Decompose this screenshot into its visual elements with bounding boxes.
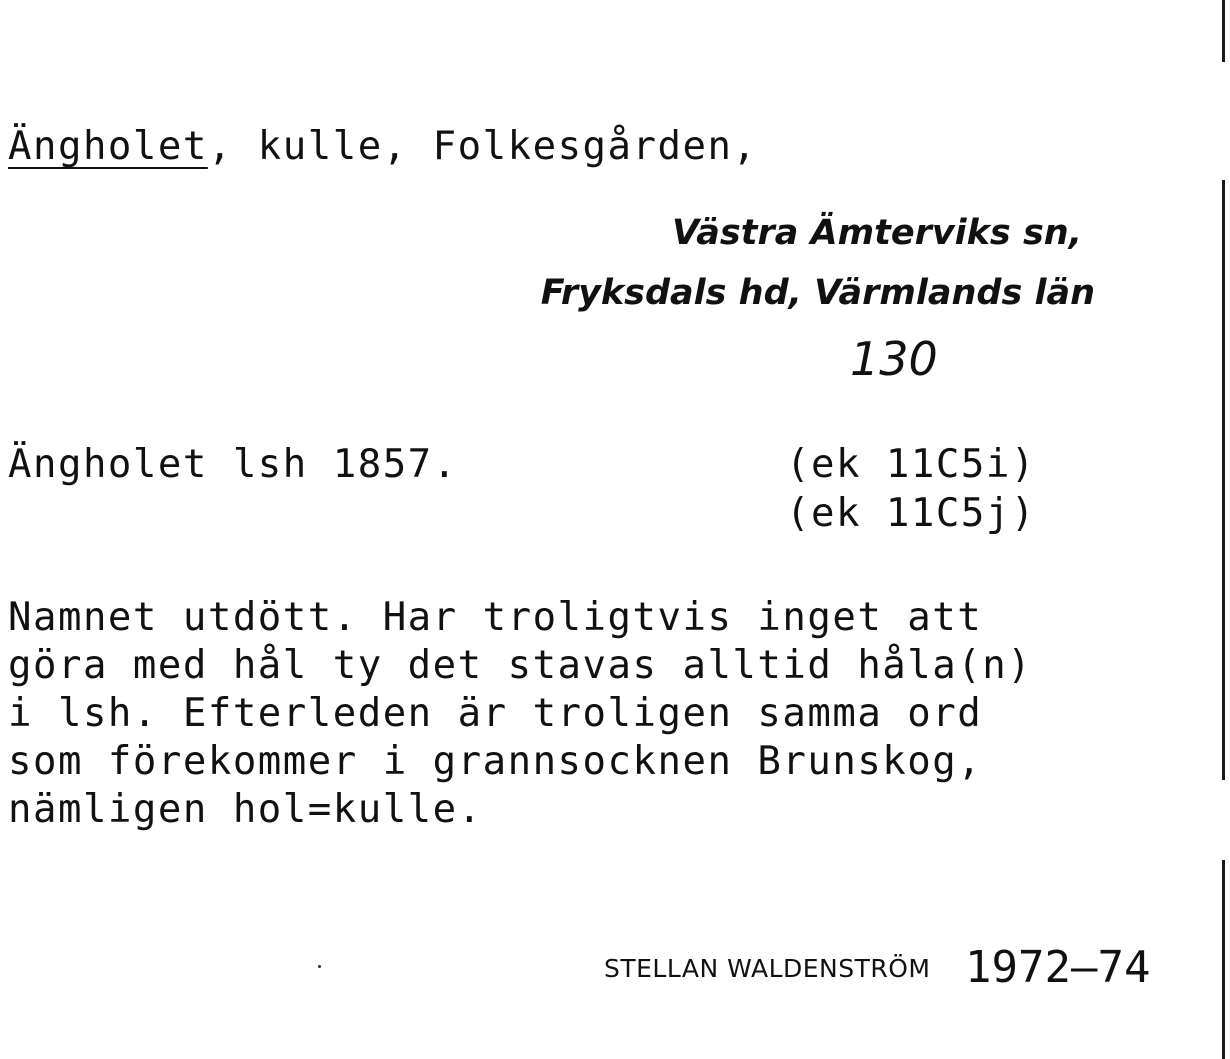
parish-label: Västra Ämterviks sn, [671,213,1082,253]
card-edge-line [1222,180,1225,780]
card-number: 130 [850,332,938,386]
collection-years: 1972–74 [965,942,1151,993]
card-edge-line [1222,0,1225,62]
body-text-line: Namnet utdött. Har troligtvis inget att [8,595,983,640]
card-heading [8,124,758,169]
headword: Ängholet [8,124,208,169]
source-reference: (ek 11C5i) [786,442,1036,487]
source-reference: (ek 11C5j) [786,491,1036,536]
heading-rest: , kulle, Folkesgården, [207,124,758,169]
body-text-line: som förekommer i grannsocknen Brunskog, [8,739,983,784]
collector-name: STELLAN WALDENSTRÖM [604,954,931,983]
source-line: Ängholet lsh 1857. [8,442,458,487]
body-text-line: göra med hål ty det stavas alltid håla(n) [8,643,1033,688]
body-text-line: nämligen hol=kulle. [8,787,483,832]
district-label: Fryksdals hd, Värmlands län [540,273,1095,313]
speck [318,965,321,968]
card-edge-line [1222,860,1225,1059]
body-text-line: i lsh. Efterleden är troligen samma ord [8,691,983,736]
